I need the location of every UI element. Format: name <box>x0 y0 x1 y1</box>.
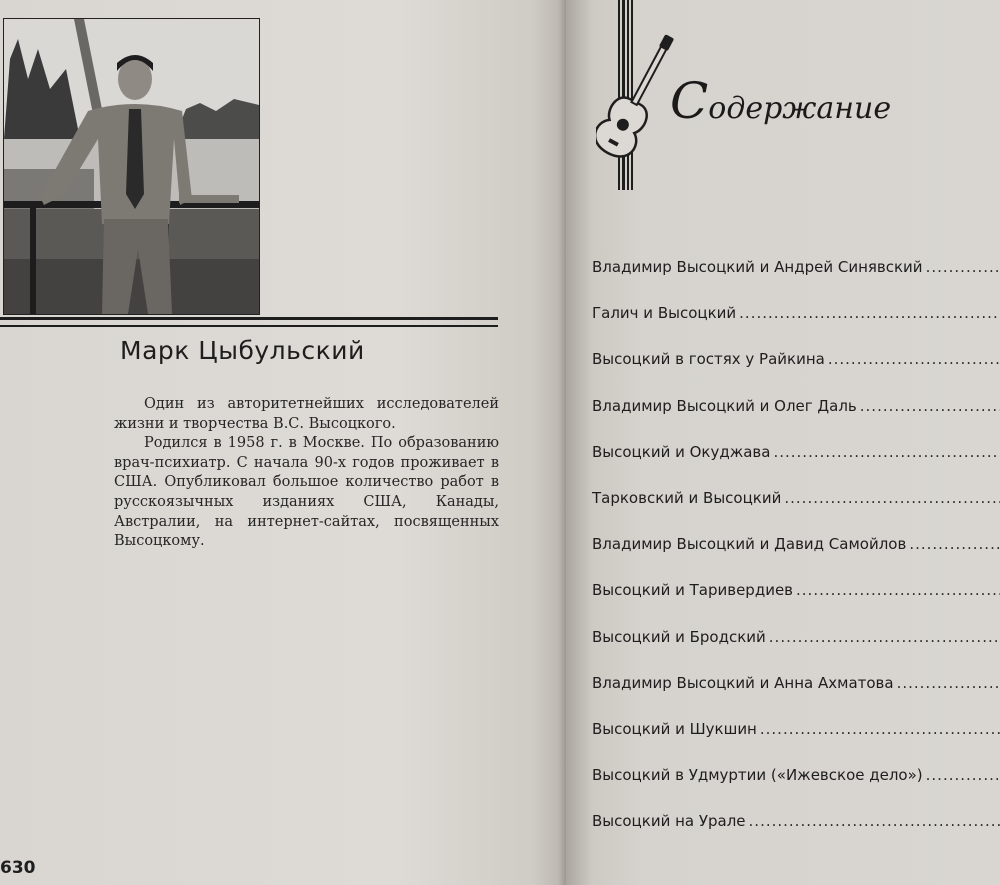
dot-leader <box>784 489 1000 507</box>
toc-entry[interactable] <box>592 350 1000 396</box>
toc-title-initial: С <box>670 72 709 130</box>
toc-entry[interactable] <box>592 812 1000 858</box>
toc-entry-title: Владимир Высоцкий и Давид Самойлов <box>592 535 907 554</box>
toc-entry-title: Владимир Высоцкий и Андрей Синявский <box>592 258 923 276</box>
toc-entry-title: Галич и Высоцкий <box>592 304 737 323</box>
bio-paragraph: Один из авторитетнейших исследователей жизни и творчества В.С. Высоцкого. <box>114 396 499 432</box>
toc-entry[interactable] <box>592 581 1000 627</box>
dot-leader <box>769 628 1000 646</box>
right-page <box>566 0 1000 885</box>
dot-leader <box>909 535 1000 553</box>
toc-entry-title: Высоцкий в Удмуртии («Ижевское дело») <box>592 766 923 785</box>
toc-entry[interactable] <box>592 304 1000 350</box>
guitar-icon <box>596 0 676 200</box>
toc-entry-title: Высоцкий в гостях у Райкина <box>592 350 825 369</box>
toc-entry[interactable] <box>592 674 1000 720</box>
dot-leader <box>860 397 1000 415</box>
divider-rule <box>0 317 498 327</box>
toc-entry[interactable] <box>592 628 1000 674</box>
toc-entry-title: Владимир Высоцкий и Олег Даль <box>592 396 857 415</box>
dot-leader <box>739 304 1000 322</box>
toc-entry[interactable] <box>592 766 1000 812</box>
toc-title <box>670 72 891 130</box>
toc-entry[interactable] <box>592 258 1000 304</box>
toc-entry-title: Высоцкий и Окуджава <box>592 442 771 461</box>
toc-entry[interactable] <box>592 489 1000 535</box>
toc-entry-title: Владимир Высоцкий и Анна Ахматова <box>592 673 894 692</box>
bio-paragraph: Родился в 1958 г. в Москве. По образованию врач-психиатр. С начала 90-х годов проживает в США. Опубликовал большое количество работ в русскоязычных изданиях США, Канады, Австралии, на интернет-сайтах, посвященных Высоцкому. <box>114 435 499 550</box>
author-name: Марк Цыбульский <box>120 336 365 365</box>
dot-leader <box>749 812 1000 830</box>
dot-leader <box>828 350 1000 368</box>
dot-leader <box>760 720 1000 738</box>
table-of-contents <box>592 258 1000 858</box>
dot-leader <box>796 581 1000 599</box>
author-bio <box>114 395 499 552</box>
toc-entry-title: Высоцкий на Урале <box>592 812 746 831</box>
dot-leader <box>926 258 1000 276</box>
toc-entry[interactable] <box>592 443 1000 489</box>
toc-entry-title: Высоцкий и Шукшин <box>592 719 757 738</box>
author-photo <box>3 18 260 315</box>
dot-leader <box>926 766 1000 784</box>
page-number: 630 <box>0 858 36 878</box>
toc-entry-title: Тарковский и Высоцкий <box>592 488 782 507</box>
toc-entry[interactable] <box>592 397 1000 443</box>
dot-leader <box>897 674 1000 692</box>
toc-title-rest: одержание <box>708 91 892 126</box>
dot-leader <box>773 443 1000 461</box>
toc-entry-title: Высоцкий и Таривердиев <box>592 581 794 600</box>
toc-entry[interactable] <box>592 535 1000 581</box>
toc-entry-title: Высоцкий и Бродский <box>592 627 766 646</box>
toc-entry[interactable] <box>592 720 1000 766</box>
